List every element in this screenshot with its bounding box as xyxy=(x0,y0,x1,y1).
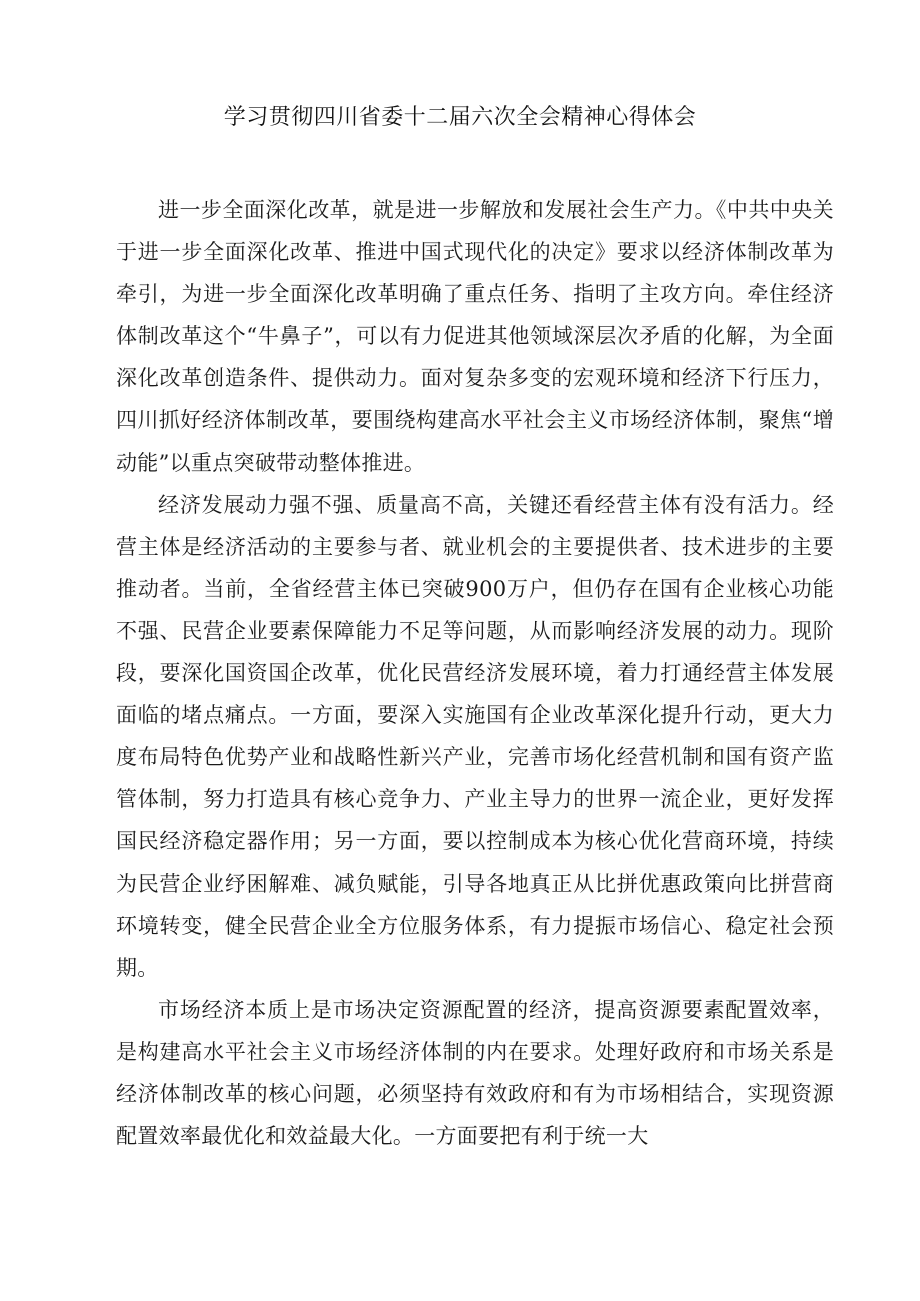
document-title: 学习贯彻四川省委十二届六次全会精神心得体会 xyxy=(223,105,697,130)
paragraph-3: 市场经济本质上是市场决定资源配置的经济，提高资源要素配置效率，是构建高水平社会主义市场经济体制的内在要求。处理好政府和市场关系是经济体制改革的核心问题，必须坚持有效政府和有为市场相结合，实现资源配置效率最优化和效益最大化。一方面要把有利于统一大 xyxy=(116,997,834,1149)
document-body xyxy=(116,189,834,1157)
paragraph-2: 经济发展动力强不强、质量高不高，关键还看经营主体有没有活力。经营主体是经济活动的主要参与者、就业机会的主要提供者、技术进步的主要推动者。当前，全省经营主体已突破900万户，但仍存在国有企业核心功能不强、民营企业要素保障能力不足等问题，从而影响经济发展的动力。现阶段，要深化国资国企改革，优化民营经济发展环境，着力打通经营主体发展面临的堵点痛点。一方面，要深入实施国有企业改革深化提升行动，更大力度布局特色优势产业和战略性新兴产业，完善市场化经营机制和国有资产监管体制，努力打造具有核心竞争力、产业主导力的世界一流企业，更好发挥国民经济稳定器作用；另一方面，要以控制成本为核心优化营商环境，持续为民营企业纾困解难、减负赋能，引导各地真正从比拼优惠政策向比拼营商环境转变，健全民营企业全方位服务体系，有力提振市场信心、稳定社会预期。 xyxy=(116,492,834,980)
paragraph-1: 进一步全面深化改革，就是进一步解放和发展社会生产力。《中共中央关于进一步全面深化改革、推进中国式现代化的决定》要求以经济体制改革为牵引，为进一步全面深化改革明确了重点任务、指明了主攻方向。牵住经济体制改革这个“牛鼻子”，可以有力促进其他领域深层次矛盾的化解，为全面深化改革创造条件、提供动力。面对复杂多变的宏观环境和经济下行压力，四川抓好经济体制改革，要围绕构建高水平社会主义市场经济体制，聚焦“增动能”以重点突破带动整体推进。 xyxy=(116,198,834,475)
